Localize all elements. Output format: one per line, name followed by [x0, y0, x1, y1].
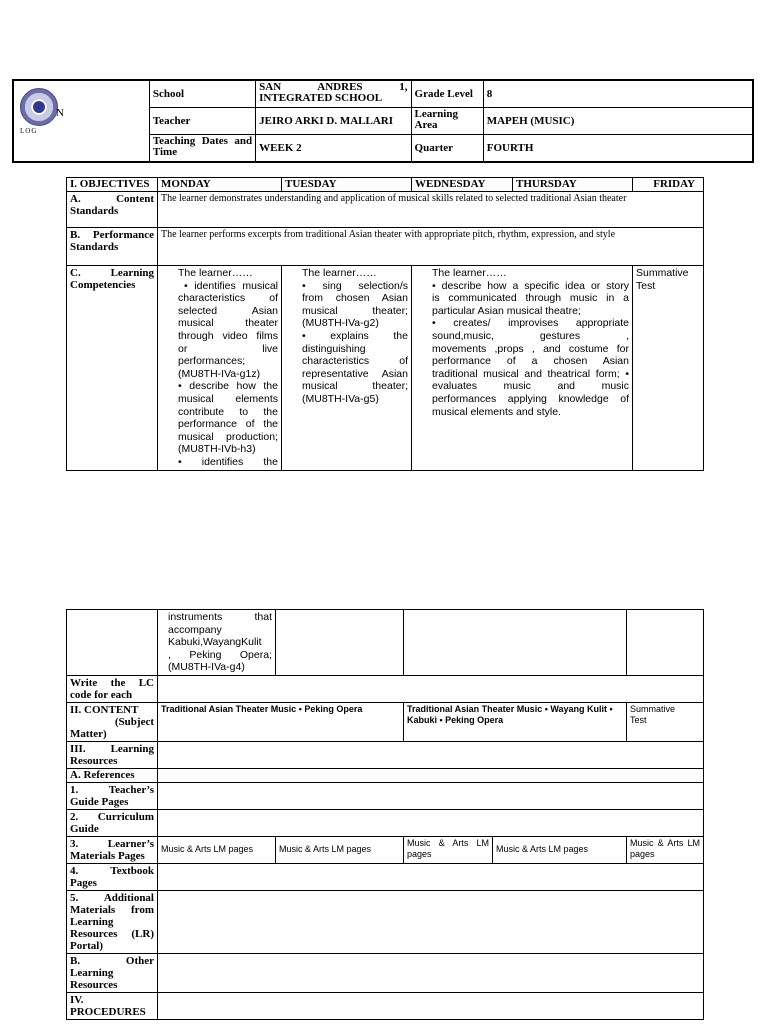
- school-label: School: [149, 80, 255, 108]
- lc-tuesday-continued: [276, 610, 404, 676]
- other-resources-value: [158, 953, 704, 992]
- curriculum-guide-value: [158, 809, 704, 836]
- references-label: A. References: [67, 768, 158, 782]
- teacher-value: JEIRO ARKI D. MALLARI: [256, 108, 411, 135]
- learners-materials-label: 3. Learner’s Materials Pages: [67, 836, 158, 863]
- continued-label-cell: [67, 610, 158, 676]
- additional-materials-value: [158, 890, 704, 953]
- lc-friday-continued: [627, 610, 704, 676]
- day-friday: FRIDAY: [633, 178, 704, 192]
- write-lc-label: Write the LC code for each: [67, 675, 158, 702]
- lc-tuesday: The learner…… • sing selection/s from chosen Asian musical theater; (MU8TH-IVa-g2) • explains the distinguishing characteristics of representative Asian musical theater; (MU8TH-IVa-g5): [282, 266, 412, 471]
- additional-materials-label: 5. Additional Materials from Learning Resources (LR) Portal): [67, 890, 158, 953]
- lc-wednesday-continued: [404, 610, 627, 676]
- deped-seal-icon: [20, 88, 58, 126]
- teachers-guide-value: [158, 782, 704, 809]
- lc-monday-continued: instruments that accompany Kabuki,WayangKulit , Peking Opera; (MU8TH-IVa-g4): [158, 610, 276, 676]
- dates-label: Teaching Dates and Time: [149, 135, 255, 163]
- day-thursday: THURSDAY: [513, 178, 633, 192]
- objectives-table: [66, 177, 704, 471]
- lc-friday: Summative Test: [633, 266, 704, 471]
- references-value: [158, 768, 704, 782]
- day-tuesday: TUESDAY: [282, 178, 412, 192]
- logo-subtext: LOG: [20, 127, 38, 135]
- lc-wednesday-thursday: The learner…… • describe how a specific idea or story is communicated through music in a particular Asian musical theatre; • creates/ improvises appropriate sound,music, gestures , movements ,props , and costume for performance of a chosen Asian traditional musical and theatrical form; • evaluates music and music performances applying knowledge of musical elements and style.: [412, 266, 633, 471]
- grade-label: Grade Level: [411, 80, 483, 108]
- procedures-value: [158, 992, 704, 1019]
- quarter-label: Quarter: [411, 135, 483, 163]
- lm-monday: Music & Arts LM pages: [158, 836, 276, 863]
- performance-standards-text: The learner performs excerpts from traditional Asian theater with appropriate pitch, rhythm, expression, and style: [158, 228, 704, 266]
- textbook-label: 4. Textbook Pages: [67, 863, 158, 890]
- lc-monday: The learner…… • identifies musical characteristics of selected Asian musical theater through video films or live performances; (MU8TH-IVa-g1z) • describe how the musical elements contribute to the performance of the musical production; (MU8TH-IVb-h3) • identifies the: [158, 266, 282, 471]
- content-standards-label: A. Content Standards: [67, 192, 158, 228]
- lm-friday: Music & Arts LM pages: [627, 836, 704, 863]
- area-value: MAPEH (MUSIC): [483, 108, 753, 135]
- content-mon-tue: Traditional Asian Theater Music • Peking Opera: [158, 702, 404, 741]
- content-friday: Summative Test: [627, 702, 704, 741]
- objectives-heading: I. OBJECTIVES: [67, 178, 158, 192]
- dates-value: WEEK 2: [256, 135, 411, 163]
- procedures-label: IV. PROCEDURES: [67, 992, 158, 1019]
- textbook-value: [158, 863, 704, 890]
- day-monday: MONDAY: [158, 178, 282, 192]
- logo-text: N: [56, 107, 64, 119]
- write-lc-value: [158, 675, 704, 702]
- grade-value: 8: [483, 80, 753, 108]
- resources-table: [66, 609, 704, 1020]
- content-standards-text: The learner demonstrates understanding and application of musical skills related to selected traditional Asian theater: [158, 192, 704, 228]
- header-table: [12, 79, 754, 163]
- other-resources-label: B. Other Learning Resources: [67, 953, 158, 992]
- performance-standards-label: B. Performance Standards: [67, 228, 158, 266]
- learning-competencies-label: C. Learning Competencies: [67, 266, 158, 471]
- quarter-value: FOURTH: [483, 135, 753, 163]
- teachers-guide-label: 1. Teacher’s Guide Pages: [67, 782, 158, 809]
- lm-wednesday: Music & Arts LM pages: [404, 836, 493, 863]
- lm-thursday: Music & Arts LM pages: [493, 836, 627, 863]
- area-label: Learning Area: [411, 108, 483, 135]
- content-label: II. CONTENT (Subject Matter): [67, 702, 158, 741]
- teacher-label: Teacher: [149, 108, 255, 135]
- learning-resources-label: III. Learning Resources: [67, 741, 158, 768]
- logo-cell: [13, 80, 149, 162]
- content-wed-thu: Traditional Asian Theater Music • Wayang Kulit • Kabuki • Peking Opera: [404, 702, 627, 741]
- day-wednesday: WEDNESDAY: [412, 178, 513, 192]
- learning-resources-value: [158, 741, 704, 768]
- curriculum-guide-label: 2. Curriculum Guide: [67, 809, 158, 836]
- school-value: SAN ANDRES 1, INTEGRATED SCHOOL: [256, 80, 411, 108]
- lm-tuesday: Music & Arts LM pages: [276, 836, 404, 863]
